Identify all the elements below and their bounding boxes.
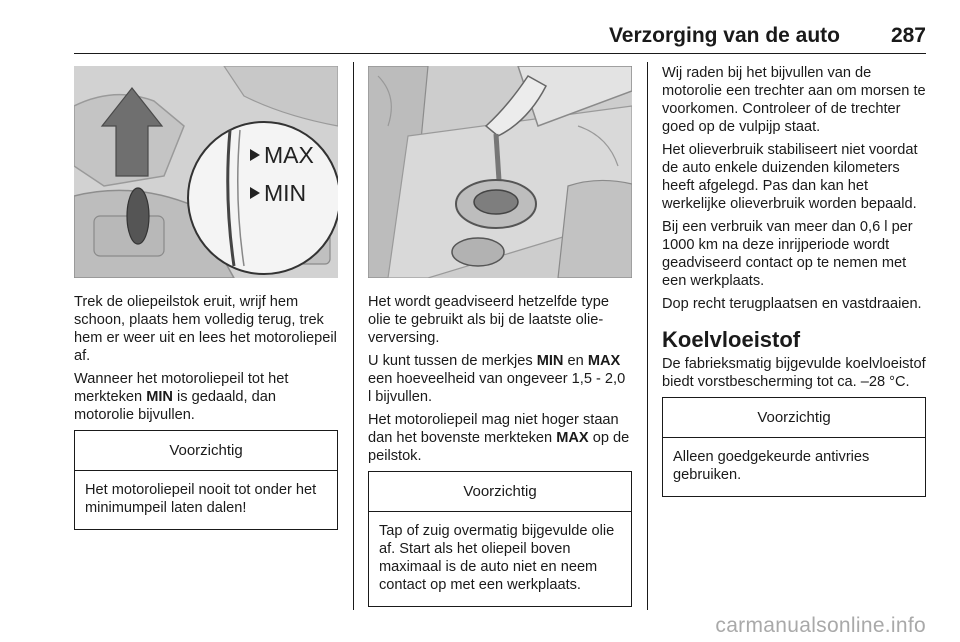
column-2 [368, 66, 632, 607]
oil-filling-illustration [368, 66, 632, 278]
column-divider-2 [647, 62, 648, 610]
header-rule [74, 53, 926, 54]
warning-title: Voorzichtig [663, 398, 925, 438]
paragraph: Dop recht terugplaatsen en vastdraaien. [662, 296, 922, 312]
warning-body: Alleen goedgekeurde antivries gebruiken. [673, 449, 870, 483]
paragraph: U kunt tussen de merkjes MIN en MAX een hoeveelheid van ongeveer 1,5 - 2,0 l bijvullen. [368, 353, 626, 405]
paragraph: Wij raden bij het bijvullen van de motorolie een trechter aan om morsen te voorkomen. Controleer of de trechter goed op de vulpijp staat. [662, 65, 926, 135]
paragraph: De fabrieksmatig bijgevulde koelvloeistof biedt vorstbescherming tot ca. –28 °C. [662, 356, 926, 390]
page-title: Verzorging van de auto [608, 24, 840, 47]
paragraph: Wanneer het motoroliepeil tot het merkteken MIN is gedaald, dan motorolie bijvullen. [74, 371, 289, 423]
warning-body: Het motoroliepeil nooit tot onder het minimumpeil laten dalen! [85, 482, 317, 516]
column-divider-1 [353, 62, 354, 610]
dipstick-illustration [74, 66, 338, 278]
warning-title: Voorzichtig [75, 431, 337, 471]
oil-filling-image [368, 66, 632, 278]
warning-body: Tap of zuig overmatig bijgevulde olie af. Start als het oliepeil boven maximaal is de auto niet en neem contact op met een werkplaats. [379, 523, 615, 593]
paragraph: Het wordt geadviseerd hetzelfde type olie te gebruikt als bij de laatste olieverversing. [368, 294, 609, 346]
paragraph: Het olieverbruik stabiliseert niet voordat de auto enkele duizenden kilometers heeft afgelegd. Pas dan kan het werkelijke olieverbruik worden bepaald. [662, 142, 918, 212]
warning-box [368, 471, 632, 607]
column-1 [74, 66, 338, 530]
min-mark-label: MIN [264, 180, 307, 206]
dipstick-engine-image [74, 66, 338, 278]
paragraph: Bij een verbruik van meer dan 0,6 l per 1000 km na deze inrijperiode wordt geadviseerd contact op te nemen met een werkplaats. [662, 219, 913, 289]
page-number: 287 [890, 24, 926, 47]
paragraph: Het motoroliepeil mag niet hoger staan dan het bovenste merkteken MAX op de peilstok. [368, 412, 630, 464]
max-mark-label: MAX [264, 142, 314, 168]
page-header [74, 22, 926, 54]
warning-title: Voorzichtig [369, 472, 631, 512]
paragraph: Trek de oliepeilstok eruit, wrijf hem schoon, plaats hem volledig terug, trek hem er weer uit en lees het motoroliepeil af. [74, 294, 337, 364]
column-3 [662, 64, 926, 497]
warning-box [662, 397, 926, 497]
watermark: carmanualsonline.info [715, 614, 926, 637]
section-heading: Koelvloeistof [662, 327, 801, 352]
warning-box [74, 430, 338, 530]
